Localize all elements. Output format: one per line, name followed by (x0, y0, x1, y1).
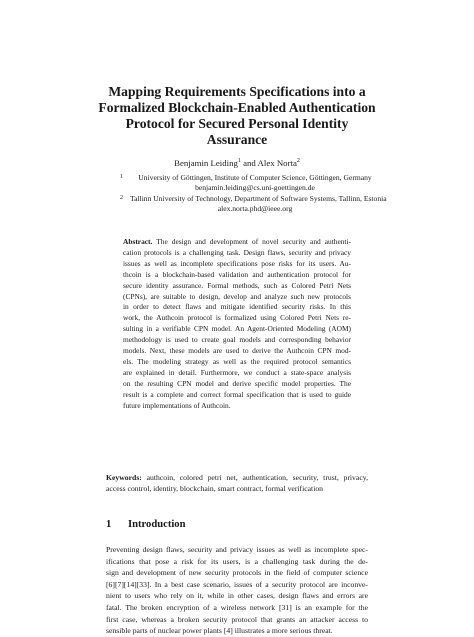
body-line: sign and development of new security protocols in the field of computer science (106, 568, 368, 578)
abstract-line: in order to detect flaws and mitigate identified security risks. In this (123, 302, 351, 312)
abstract-line: methodology is used to create goal models and corresponding behavior (123, 335, 351, 345)
abstract (123, 237, 351, 412)
abstract-label: Abstract. (123, 237, 153, 246)
body-line: sensible parts of nuclear power plants [4] illustrates a more serious threat. (106, 626, 333, 636)
body-line: nient to users who rely on it, while in other cases, design flaws and errors are (106, 591, 368, 601)
affiliation-mark: 1 (120, 174, 123, 180)
paper-title (90, 84, 384, 148)
body-line: first case, whereas a broken security protocol that grants an attacker access to (106, 614, 368, 624)
abstract-line: result is a complete and correct formal specification that is used to guide (123, 389, 351, 399)
keywords-label: Keywords: (106, 473, 142, 482)
abstract-line: models. Next, these models are used to derive the Authcoin CPN mod- (123, 346, 351, 356)
abstract-line: els. The modeling strategy as well as the required protocol semantics (123, 356, 351, 366)
section-title: Introduction (128, 519, 186, 530)
keywords-line (106, 472, 368, 483)
author-list (0, 156, 474, 169)
affiliation (120, 173, 380, 192)
title-line: Mapping Requirements Specifications into a (108, 84, 366, 99)
body-line: fatal. The broken encryption of a wireless network [31] is an example for the (106, 602, 368, 612)
affiliation-line: University of Göttingen, Institute of Computer Science, Göttingen, Germany (138, 173, 372, 182)
abstract-line: work, the Authcoin protocol is formalized using Colored Petri Nets re- (123, 313, 351, 323)
affiliation-mark: 2 (120, 195, 123, 201)
author-name: Benjamin Leiding (174, 157, 238, 168)
keywords-text: authcoin, colored petri net, authentication, security, trust, privacy, (146, 473, 368, 482)
abstract-line: on the resulting CPN model and derive specific model properties. The (123, 378, 351, 388)
affiliation (120, 194, 387, 213)
title-line: Formalized Blockchain-Enabled Authentication (98, 100, 376, 115)
body-line: [6][7][14][33]. In a best case scenario, issues of a security protocol are inconve- (106, 579, 368, 589)
abstract-line: thcoin is a blockchain-based validation and authentication protocol for (123, 269, 351, 279)
body-paragraph (106, 544, 368, 637)
abstract-line: are explained in detail. Furthermore, we conduct a state-space analysis (123, 367, 351, 377)
affiliation-email: alex.norta.phd@ieee.org (217, 203, 293, 213)
abstract-text: The design and development of novel security and authenti- (156, 237, 352, 246)
title-line: Assurance (206, 132, 268, 147)
body-line: ifications that pose a risk for its users, is a challenging task during the de- (106, 556, 368, 566)
abstract-line (123, 237, 351, 248)
affiliation-mark: 1 (237, 158, 241, 164)
affiliation-line: Tallinn University of Technology, Department of Software Systems, Tallinn, Estonia (130, 194, 387, 203)
affiliation-mark: 2 (296, 158, 300, 164)
keywords (106, 472, 368, 494)
section-heading (106, 519, 186, 530)
section-number: 1 (106, 519, 112, 530)
affiliation-email: benjamin.leiding@cs.uni-goettingen.de (195, 182, 315, 192)
abstract-line: secure identity assurance. Formal methods, such as Colored Petri Nets (123, 280, 351, 290)
keywords-line: access control, identity, blockchain, smart contract, formal verification (106, 484, 324, 493)
author-conjunction: and (243, 157, 256, 168)
title-line: Protocol for Secured Personal Identity (125, 116, 349, 131)
abstract-line: issues as well as incomplete specifications pose risks for its users. Au- (123, 258, 351, 268)
abstract-line: sulting in a verifiable CPN model. An Agent-Oriented Modeling (AOM) (123, 324, 351, 334)
author-name: Alex Norta (257, 157, 297, 168)
abstract-line: future implementations of Authcoin. (123, 400, 231, 410)
body-line: Preventing design flaws, security and privacy issues as well as incomplete spec- (106, 545, 368, 554)
abstract-line: (CPNs), are suitable to design, develop and analyze such new protocols (123, 291, 351, 301)
abstract-line: cation protocols is a challenging task. Design flaws, security and privacy (123, 247, 351, 257)
